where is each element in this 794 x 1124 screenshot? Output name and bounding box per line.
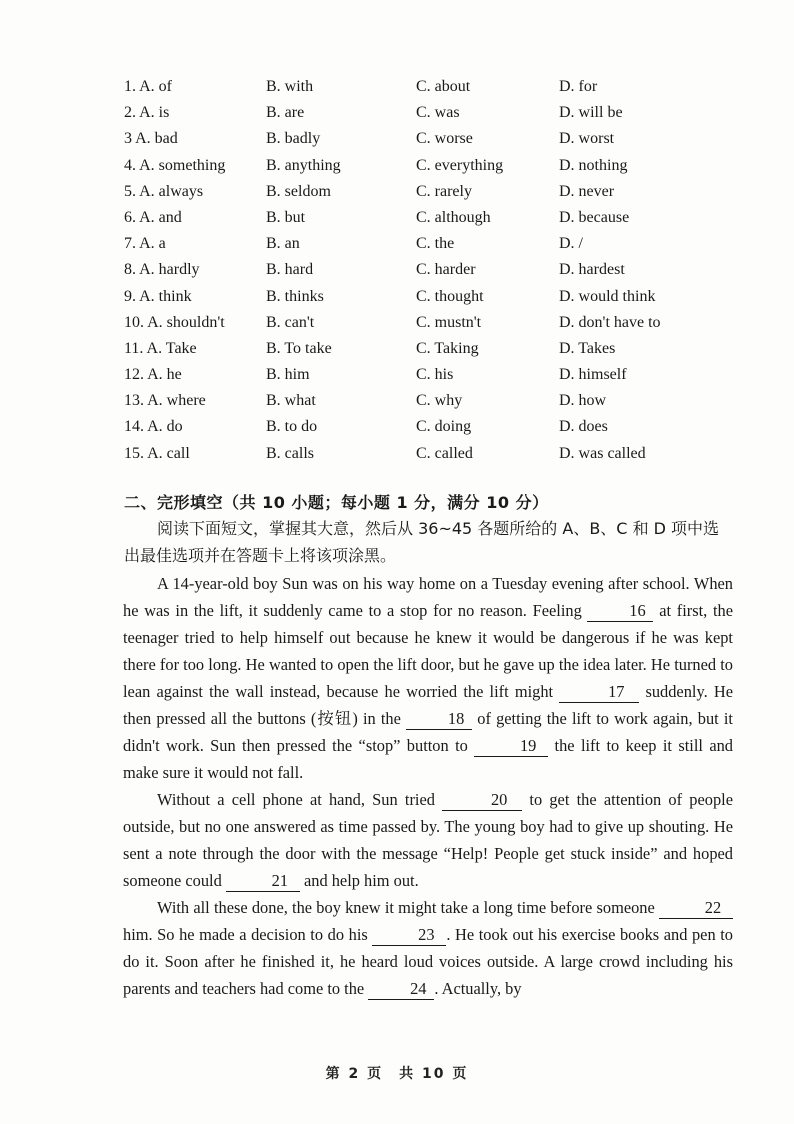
option-row — [124, 126, 764, 152]
option-row — [124, 74, 764, 100]
blank-22: 22 — [659, 898, 733, 919]
option-c: C. Taking — [416, 339, 479, 357]
page-footer: 第 2 页 共 10 页 — [325, 1066, 469, 1082]
option-d: D. because — [559, 208, 630, 226]
option-row — [124, 153, 764, 179]
option-a: 6. A. and — [124, 208, 182, 226]
option-c: C. worse — [416, 130, 473, 148]
option-c: C. why — [416, 392, 463, 410]
option-a: 3 A. bad — [124, 130, 178, 148]
option-b: B. can't — [266, 313, 315, 331]
option-b: B. seldom — [266, 182, 331, 200]
passage-text: at first, the teenager tried to help himself out because he knew it would be dangerous if he was kept there for too long. He wanted to open the lift door, but he gave up the idea later. He turned to lean against the wall instead, because he worried the lift might — [123, 601, 733, 701]
blank-16: 16 — [587, 601, 653, 622]
option-c: C. mustn't — [416, 313, 482, 331]
option-row — [124, 441, 764, 467]
passage-text: With all these done, the boy knew it might take a long time before someone — [157, 898, 659, 917]
option-b: B. thinks — [266, 287, 324, 305]
option-b: B. but — [266, 208, 306, 226]
blank-24: 24 — [368, 979, 434, 1000]
option-row — [124, 388, 764, 414]
options-list — [124, 74, 764, 467]
option-a: 2. A. is — [124, 104, 170, 122]
option-d: D. for — [559, 78, 598, 95]
option-d: D. how — [559, 392, 607, 410]
option-d: D. Takes — [559, 339, 616, 357]
option-row — [124, 257, 764, 283]
option-d: D. was called — [559, 444, 646, 462]
passage-text: him. So he made a decision to do his — [123, 925, 373, 944]
option-a: 12. A. he — [124, 366, 182, 384]
option-c: C. the — [416, 235, 455, 253]
option-d: D. would think — [559, 287, 656, 305]
option-c: C. about — [416, 78, 471, 95]
blank-17: 17 — [559, 682, 639, 703]
option-a: 13. A. where — [124, 392, 206, 410]
passage-text: suddenly. He then pressed all the buttons (按钮) in the — [123, 682, 733, 728]
option-b: B. what — [266, 392, 316, 410]
passage-text: and help him out. — [299, 871, 419, 890]
passage-text: . He took out his exercise books and pen to do it. Soon after he finished it, he heard loud voices outside. A large crowd including his parents and teachers had come to the — [123, 925, 733, 998]
option-d: D. worst — [559, 130, 615, 148]
blank-21: 21 — [226, 871, 300, 892]
option-c: C. although — [416, 208, 491, 226]
option-d: D. will be — [559, 104, 623, 122]
cloze-passage — [123, 570, 733, 1002]
option-row — [124, 362, 764, 388]
option-row — [124, 336, 764, 362]
option-b: B. him — [266, 366, 310, 384]
option-a: 5. A. always — [124, 182, 204, 200]
option-a: 4. A. something — [124, 156, 226, 174]
option-a: 8. A. hardly — [124, 261, 200, 279]
option-b: B. To take — [266, 339, 332, 357]
option-d: D. nothing — [559, 156, 628, 174]
blank-18: 18 — [406, 709, 472, 730]
option-row — [124, 284, 764, 310]
option-b: B. anything — [266, 156, 341, 174]
option-a: 1. A. of — [124, 78, 172, 95]
option-row — [124, 100, 764, 126]
option-d: D. never — [559, 182, 615, 200]
option-row — [124, 310, 764, 336]
option-row — [124, 231, 764, 257]
option-c: C. everything — [416, 156, 504, 174]
option-c: C. called — [416, 444, 473, 462]
passage-text: A 14-year-old boy Sun was on his way home on a Tuesday evening after school. When he was in the lift, it suddenly came to a stop for no reason. Feeling — [123, 574, 733, 620]
option-d: D. don't have to — [559, 313, 661, 331]
option-c: C. was — [416, 104, 460, 122]
section-instructions: 阅读下面短文，掌握其大意，然后从 36~45 各题所给的 A、B、C 和 D 项中选出最佳选项并在答题卡上将该项涂黑。 — [124, 519, 720, 565]
option-a: 9. A. think — [124, 287, 192, 305]
option-row — [124, 414, 764, 440]
option-b: B. are — [266, 104, 305, 122]
passage-paragraph — [123, 894, 733, 1002]
option-c: C. doing — [416, 418, 472, 436]
option-d: D. / — [559, 235, 583, 253]
option-a: 10. A. shouldn't — [124, 313, 225, 331]
section-title: 二、完形填空（共 10 小题；每小题 1 分，满分 10 分） — [124, 493, 549, 512]
option-b: B. hard — [266, 261, 314, 279]
option-b: B. an — [266, 235, 300, 253]
blank-19: 19 — [474, 736, 548, 757]
option-row — [124, 179, 764, 205]
blank-20: 20 — [442, 790, 522, 811]
passage-paragraph — [123, 786, 733, 894]
option-b: B. to do — [266, 418, 318, 436]
option-d: D. hardest — [559, 261, 625, 279]
option-d: D. himself — [559, 366, 627, 384]
passage-paragraph — [123, 570, 733, 786]
option-d: D. does — [559, 418, 608, 436]
blank-23: 23 — [372, 925, 446, 946]
passage-text: Without a cell phone at hand, Sun tried — [157, 790, 443, 809]
option-a: 11. A. Take — [124, 339, 197, 357]
option-b: B. calls — [266, 444, 314, 462]
passage-text: of getting the lift to work again, but it didn't work. Sun then pressed the “stop” button to — [123, 709, 733, 755]
passage-text: to get the attention of people outside, but no one answered as time passed by. The young boy had to give up shouting. He sent a note through the door with the message “Help! People get stuck inside” and hoped someone could — [123, 790, 733, 890]
option-c: C. rarely — [416, 182, 472, 200]
option-c: C. thought — [416, 287, 484, 305]
option-a: 15. A. call — [124, 444, 190, 462]
option-b: B. badly — [266, 130, 321, 148]
option-a: 14. A. do — [124, 418, 183, 436]
option-c: C. his — [416, 366, 454, 384]
passage-text: the lift to keep it still and make sure it would not fall. — [123, 736, 733, 782]
option-a: 7. A. a — [124, 235, 166, 253]
passage-text: . Actually, by — [434, 979, 522, 998]
option-row — [124, 205, 764, 231]
option-b: B. with — [266, 78, 314, 95]
option-c: C. harder — [416, 261, 476, 279]
